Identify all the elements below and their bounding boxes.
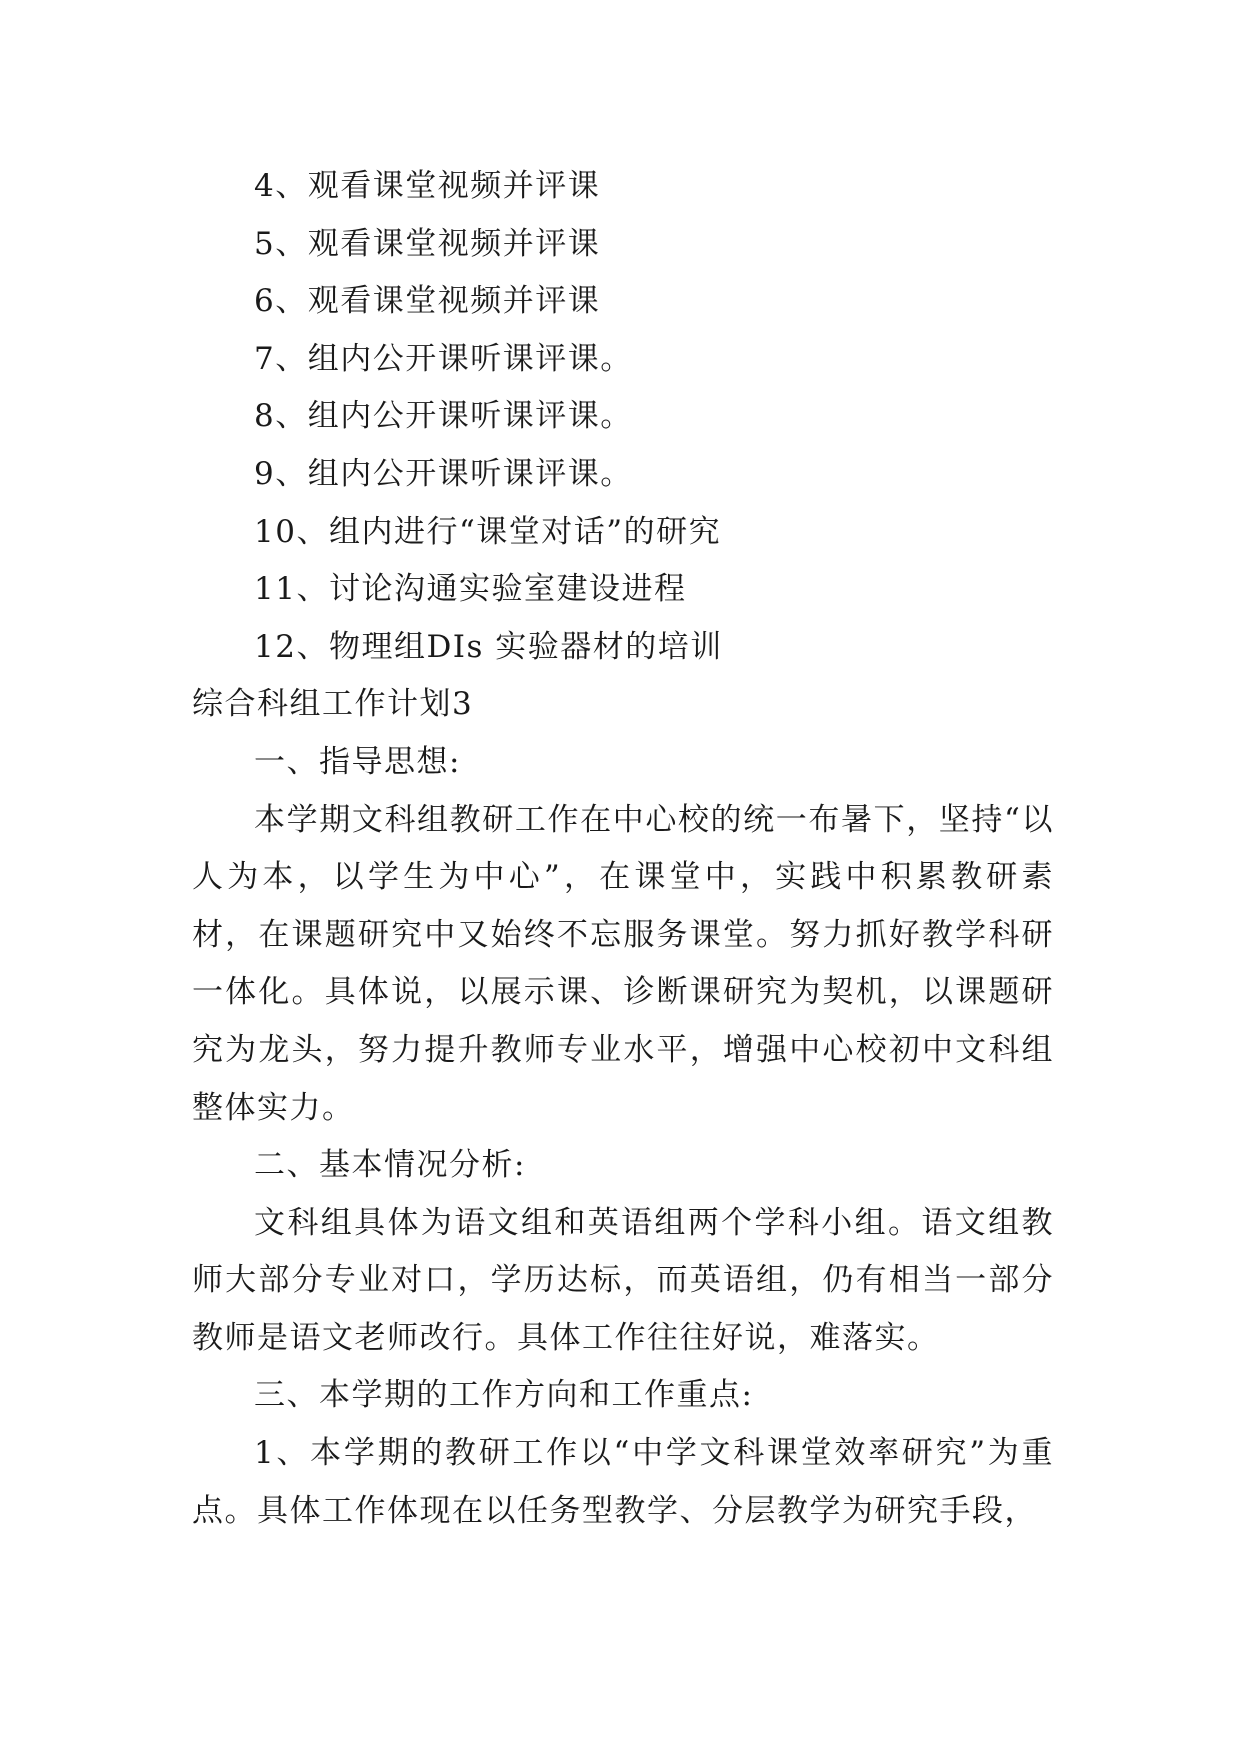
list-item: 10、组内进行“课堂对话”的研究 [254, 513, 722, 550]
list-item: 12、物理组DIs 实验器材的培训 [254, 628, 723, 665]
heading-guiding-ideology: 一、指导思想: [254, 743, 461, 780]
heading-situation-analysis: 二、基本情况分析: [254, 1147, 526, 1184]
list-item: 7、组内公开课听课评课。 [254, 340, 633, 377]
list-item: 9、组内公开课听课评课。 [254, 455, 633, 492]
list-item: 11、讨论沟通实验室建设进程 [254, 571, 687, 608]
list-item: 4、观看课堂视频并评课 [254, 168, 601, 204]
paragraph-work-focus: 1、本学期的教研工作以“中学文科课堂效率研究”为重点。具体工作体现在以任务型教学、分层教学为研究手段， [192, 1435, 1054, 1529]
document-body [192, 158, 1054, 1540]
list-item: 6、观看课堂视频并评课 [254, 283, 601, 320]
heading-work-focus: 三、本学期的工作方向和工作重点: [254, 1377, 754, 1414]
paragraph-guiding-ideology: 本学期文科组教研工作在中心校的统一布暑下，坚持“以人为本，以学生为中心”，在课堂中，实践中积累教研素材，在课题研究中又始终不忘服务课堂。努力抓好教学科研一体化。具体说，以展示课、诊断课研究为契机，以课题研究为龙头，努力提升教师专业水平，增强中心校初中文科组整体实力。 [192, 801, 1054, 1126]
list-item: 8、组内公开课听课评课。 [254, 398, 633, 435]
paragraph-situation-analysis: 文科组具体为语文组和英语组两个学科小组。语文组教师大部分专业对口，学历达标，而英语组，仍有相当一部分教师是语文老师改行。具体工作往往好说，难落实。 [192, 1204, 1054, 1356]
section-title: 综合科组工作计划3 [192, 686, 474, 723]
list-item: 5、观看课堂视频并评课 [254, 225, 601, 262]
